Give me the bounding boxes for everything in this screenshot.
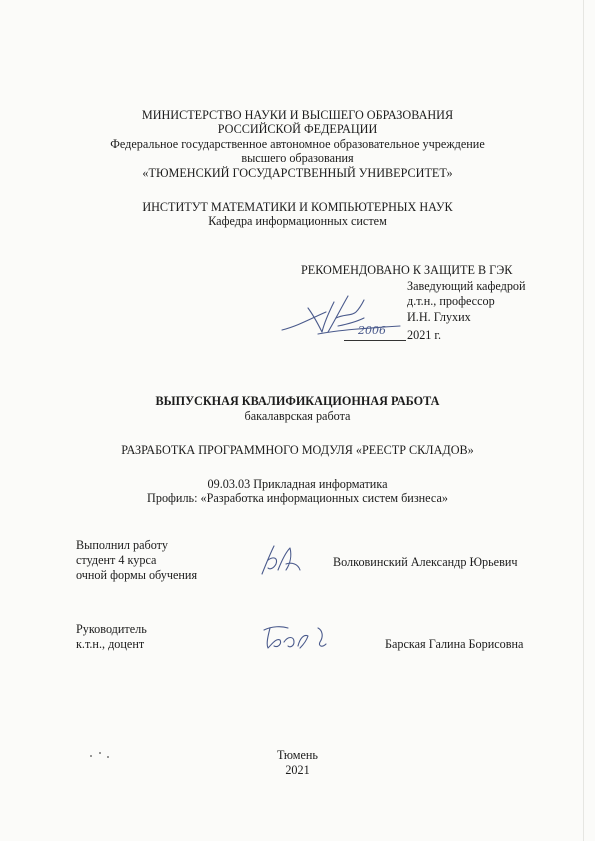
approval-name: И.Н. Глухих xyxy=(407,310,471,324)
supervisor-label-2: к.т.н., доцент xyxy=(76,637,145,651)
supervisor-signature xyxy=(258,618,338,654)
supervisor-name: Барская Галина Борисовна xyxy=(385,637,524,651)
student-label-1: Выполнил работу xyxy=(76,538,168,552)
approval-title: РЕКОМЕНДОВАНО К ЗАЩИТЕ В ГЭК xyxy=(301,263,513,277)
institution-line-1: Федеральное государственное автономное образовательное учреждение xyxy=(110,137,485,151)
student-name: Волковинский Александр Юрьевич xyxy=(333,555,518,569)
student-label-2: студент 4 курса xyxy=(76,553,157,567)
work-topic: РАЗРАБОТКА ПРОГРАММНОГО МОДУЛЯ «РЕЕСТР СКЛАДОВ» xyxy=(121,443,474,457)
footer-city: Тюмень xyxy=(277,748,318,762)
university-name: «ТЮМЕНСКИЙ ГОСУДАРСТВЕННЫЙ УНИВЕРСИТЕТ» xyxy=(142,166,453,180)
student-label-3: очной формы обучения xyxy=(76,568,198,582)
speciality-code: 09.03.03 Прикладная информатика xyxy=(207,477,388,491)
head-signature xyxy=(278,288,408,348)
profile-name: Профиль: «Разработка информационных систем бизнеса» xyxy=(147,491,448,505)
approval-position: Заведующий кафедрой xyxy=(407,279,526,293)
work-subtype: бакалаврская работа xyxy=(244,409,351,423)
footer-year: 2021 xyxy=(285,763,310,777)
work-type: ВЫПУСКНАЯ КВАЛИФИКАЦИОННАЯ РАБОТА xyxy=(155,394,440,408)
ministry-line-1: МИНИСТЕРСТВО НАУКИ И ВЫСШЕГО ОБРАЗОВАНИЯ xyxy=(141,108,454,122)
institute-name: ИНСТИТУТ МАТЕМАТИКИ И КОМПЬЮТЕРНЫХ НАУК xyxy=(142,200,453,214)
department-name: Кафедра информационных систем xyxy=(208,214,387,228)
institution-line-2: высшего образования xyxy=(241,151,354,165)
approval-degree: д.т.н., профессор xyxy=(407,294,495,308)
student-signature xyxy=(256,540,306,582)
supervisor-label-1: Руководитель xyxy=(76,622,147,636)
approval-year: 2021 г. xyxy=(407,328,442,342)
handwritten-date: 2006 xyxy=(358,324,386,337)
ministry-line-2: РОССИЙСКОЙ ФЕДЕРАЦИИ xyxy=(217,122,378,136)
